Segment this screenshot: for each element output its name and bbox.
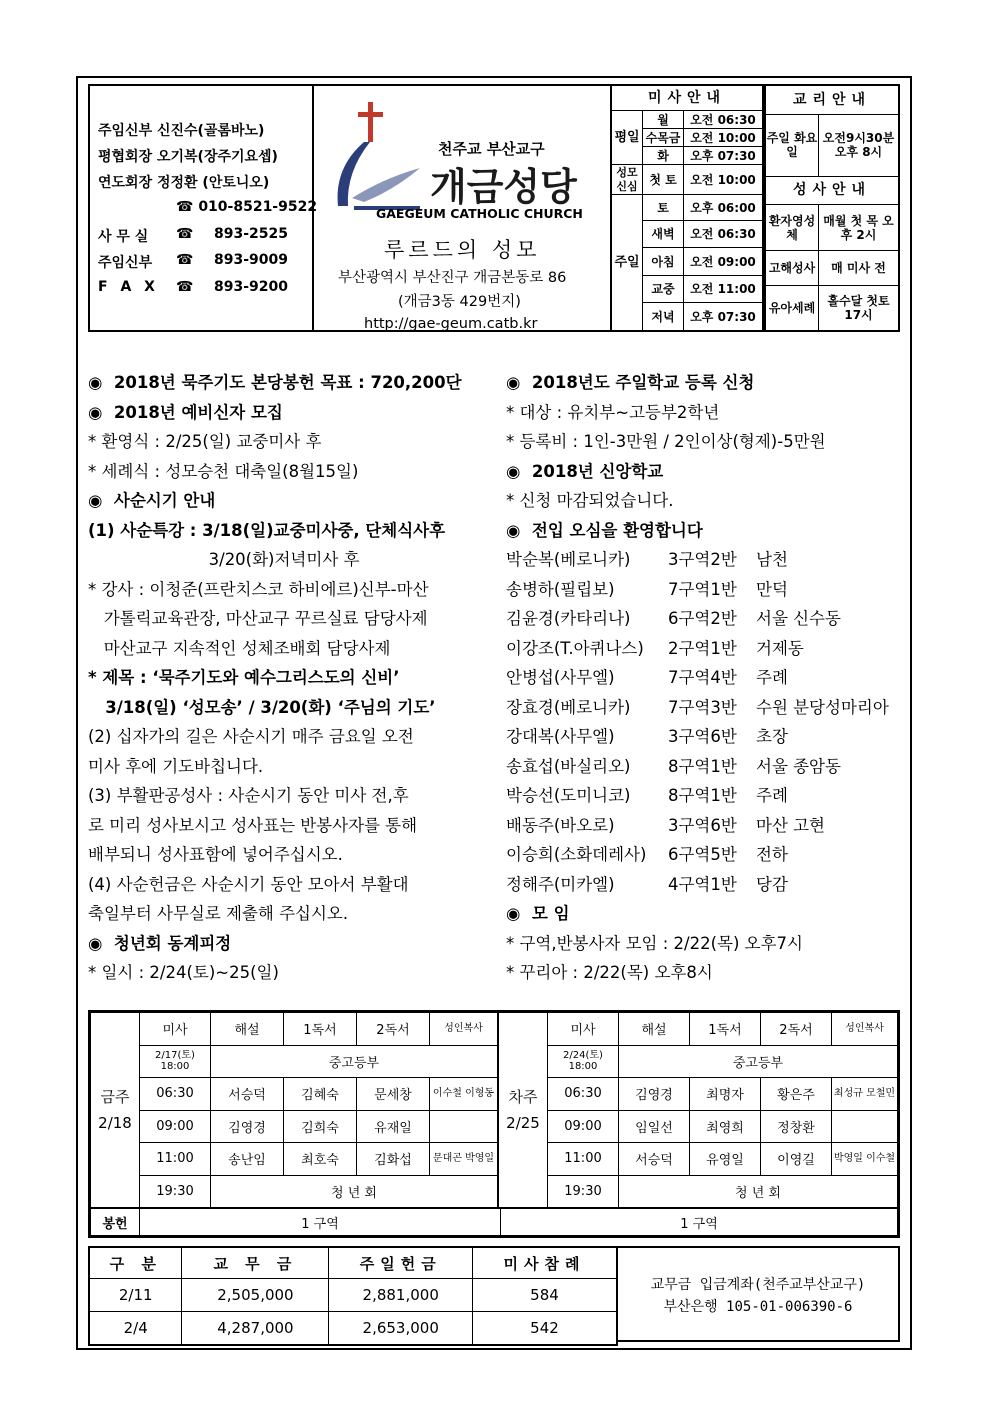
catechism-title: 교리안내 [765,85,899,114]
name-cell: 문대곤 박영일 [430,1143,498,1176]
notice-line: 3/20(화)저녁미사 후 [88,550,360,569]
catechism-day: 주일 화요일 [765,114,819,176]
newcomer-row [506,693,906,723]
time-cell: 11:00 [548,1143,619,1176]
name-cell: 김영경 [211,1110,284,1143]
notice-line: * 제목 : ‘묵주기도와 예수그리스도의 신비’ [88,668,400,687]
name-cell: 김영경 [619,1078,690,1111]
group-cell: 청 년 회 [619,1175,898,1208]
notice-line: ◉ 청년회 동계피정 [88,933,232,953]
time-cell: 06:30 [140,1078,211,1111]
address-line2: (개금3동 429번지) [398,294,521,310]
notice-line: * 대상 : 유치부~고등부2학년 [506,402,720,422]
notice-line: 미사 후에 기도바칩니다. [88,756,264,776]
newcomer-zone: 7구역4반 [668,668,737,687]
name-cell: 이수철 이형동 [430,1078,498,1111]
account-label: 교무금 입금계좌(천주교부산교구) [650,1277,866,1293]
time-cell: 2/17(토) 18:00 [140,1045,211,1078]
catechism-table [764,84,900,332]
newcomer-name: 이강조(T.아퀴나스) [506,638,644,658]
address-line1: 부산광역시 부산진구 개금본동로 86 [338,270,567,286]
liaison-phone: ☎ 010-8521-9522 [176,199,318,215]
newcomer-name: 안병섭(사무엘) [506,668,615,687]
notice-line: ◉ 2018년 예비신자 모집 [88,402,283,422]
patron-title: 루르드의 성모 [384,238,541,262]
notice-line: ◉ 전입 오심을 환영합니다 [506,520,703,540]
sacrament-title: 성사안내 [765,176,899,205]
day-cell: 토 [643,195,684,221]
attendance-cell: 542 [473,1312,618,1346]
newcomer-from: 주례 [756,668,788,687]
notice-line: * 구역,반봉사자 모임 : 2/22(목) 오후7시 [506,933,803,953]
offering-next-week: 1 구역 [501,1209,898,1236]
newcomer-row [506,663,906,693]
contact-box [88,84,318,332]
this-week-label: 금주 2/18 [91,1013,140,1208]
mass-title: 미사안내 [611,85,763,111]
sunday-label: 주일 [611,195,643,332]
time-cell: 오전 10:00 [684,129,764,147]
notice-line: 마산교구 지속적인 성체조배회 담당사제 [88,638,391,658]
newcomer-zone: 3구역6반 [668,815,737,835]
newcomer-name: 정해주(미카엘) [506,874,615,894]
sacrament-label: 환자영성체 [765,205,819,251]
newcomer-row [506,781,906,811]
name-cell: 서승덕 [211,1078,284,1111]
time-cell: 오후 07:30 [684,147,764,165]
group-cell: 중고등부 [211,1045,498,1078]
office-phone: 893-2525 [214,226,288,242]
time-cell: 오전 11:00 [684,275,764,302]
col-header: 미사참례 [473,1247,618,1279]
col-header: 주일헌금 [329,1247,473,1279]
col-header: 구 분 [89,1247,182,1279]
notice-line: ◉ 2018년도 주일학교 등록 신청 [506,373,755,392]
notice-line: (1) 사순특강 : 3/18(일)교중미사중, 단체식사후 [88,520,446,540]
day-cell: 교중 [643,275,684,302]
notice-line: * 꾸리아 : 2/22(목) 오후8시 [506,963,713,982]
day-cell: 수목금 [643,129,684,147]
attendance-cell: 584 [473,1279,618,1312]
col-header: 2독서 [357,1013,430,1046]
time-cell: 오후 06:00 [684,195,764,221]
newcomer-row [506,811,906,841]
date-cell: 2/11 [89,1279,182,1312]
newcomer-name: 배동주(바오로) [506,815,615,835]
time-cell: 오후 07:30 [684,303,764,331]
date-cell: 2/4 [89,1312,182,1346]
account-box [618,1246,900,1342]
newcomer-zone: 2구역1반 [668,638,737,658]
offering-label: 봉헌 [91,1209,140,1236]
newcomer-row [506,604,906,634]
col-header: 교 무 금 [182,1247,329,1279]
sacrament-label: 유아세례 [765,285,819,331]
newcomer-from: 전하 [756,845,788,864]
notice-line: * 세례식 : 성모승천 대축일(8월15일) [88,461,359,481]
dues-cell: 4,287,000 [182,1312,329,1346]
name-cell: 문세창 [357,1078,430,1111]
time-cell: 오전 06:30 [684,111,764,129]
time-cell: 오전 09:00 [684,248,764,275]
phone-icon: ☎ [176,226,194,242]
notice-line: 로 미리 성사보시고 성사표는 반봉사자를 통해 [88,815,418,835]
name-cell [430,1110,498,1143]
sacrament-value: 홀수달 첫토 17시 [819,285,900,331]
newcomer-name: 송효섭(바실리오) [506,756,631,776]
church-logo-icon [324,98,424,218]
next-week-table [498,1012,898,1208]
col-header: 해설 [619,1013,690,1046]
notice-line: ◉ 사순시기 안내 [88,491,216,510]
day-cell: 화 [643,147,684,165]
newcomer-row [506,575,906,605]
newcomer-from: 수원 분당성마리아 [756,697,889,717]
left-notices [88,368,498,988]
newcomer-zone: 6구역5반 [668,845,737,864]
newcomer-zone: 4구역1반 [668,874,737,894]
time-cell: 오전 06:30 [684,221,764,248]
notice-line: ◉ 2018년 신앙학교 [506,461,664,481]
group-cell: 중고등부 [619,1045,898,1078]
weekday-label: 평일 [611,111,643,165]
fax-phone: 893-9200 [214,279,288,295]
notice-line: * 환영식 : 2/25(일) 교중미사 후 [88,432,322,451]
name-cell: 최호숙 [284,1143,357,1176]
newcomer-name: 박승선(도미니코) [506,786,631,805]
notice-line: * 강사 : 이청준(프란치스코 하비에르)신부-마산 [88,579,429,599]
name-cell: 최명자 [690,1078,761,1111]
notice-line: (2) 십자가의 길은 사순시기 매주 금요일 오전 [88,727,414,746]
newcomer-row [506,634,906,664]
notice-line: * 신청 마감되었습니다. [506,491,674,510]
notice-line: (3) 부활판공성사 : 사순시기 동안 미사 전,후 [88,786,409,805]
col-header: 미사 [140,1013,211,1046]
sunday-offering-cell: 2,653,000 [329,1312,473,1346]
sacrament-label: 고해성사 [765,251,819,285]
newcomer-zone: 7구역3반 [668,697,737,717]
newcomer-row [506,870,906,900]
notice-line: * 일시 : 2/24(토)~25(일) [88,963,279,982]
notice-line: ◉ 2018년 묵주기도 본당봉헌 목표 : 720,200단 [88,373,462,392]
newcomer-from: 거제동 [756,638,804,658]
notice-line: 3/18(일) ‘성모송’ / 3/20(화) ‘주님의 기도’ [88,697,436,717]
notice-line: * 등록비 : 1인-3만원 / 2인이상(형제)-5만원 [506,432,826,451]
pastor-phone-label: 주임신부 [98,255,153,271]
newcomer-zone: 6구역2반 [668,609,737,628]
day-cell: 새벽 [643,221,684,248]
name-cell: 박영일 이수철 [832,1143,898,1176]
church-name: 개금성당 [430,165,577,209]
newcomer-zone: 8구역1반 [668,786,737,805]
name-cell: 김희숙 [284,1110,357,1143]
council-line: 평협회장 오기복(장주기요셉) [98,149,278,165]
name-cell [832,1110,898,1143]
col-header: 성인복사 [832,1013,898,1046]
name-cell: 서승덕 [619,1143,690,1176]
website-url[interactable]: http://gae-geum.catb.kr [364,316,538,332]
group-cell: 청 년 회 [211,1175,498,1208]
name-cell: 송난임 [211,1143,284,1176]
sacrament-value: 매 미사 전 [819,251,900,285]
name-cell: 김혜숙 [284,1078,357,1111]
day-cell: 저녁 [643,303,684,331]
col-header: 2독서 [761,1013,832,1046]
fax-label: F A X [98,279,159,295]
newcomer-from: 서울 종암동 [756,756,841,776]
newcomer-name: 김윤경(카타리나) [506,609,631,628]
newcomer-row [506,752,906,782]
newcomer-from: 당감 [756,874,788,894]
name-cell: 최성규 모철민 [832,1078,898,1111]
newcomer-from: 마산 고현 [756,815,826,835]
notice-line: (4) 사순헌금은 사순시기 동안 모아서 부활대 [88,874,409,894]
newcomer-zone: 3구역6반 [668,727,737,746]
time-cell: 19:30 [140,1175,211,1208]
col-header: 성인복사 [430,1013,498,1046]
col-header: 1독서 [690,1013,761,1046]
newcomer-name: 이승희(소화데레사) [506,845,647,864]
notice-line: 축일부터 사무실로 제출해 주십시오. [88,904,349,923]
dues-cell: 2,505,000 [182,1279,329,1312]
day-cell: 아침 [643,248,684,275]
account-number: 부산은행 105-01-006390-6 [663,1299,853,1315]
phone-icon: ☎ [176,252,194,268]
pastor-line: 주임신부 신진수(골롬바노) [98,123,265,139]
finance-table [88,1246,618,1346]
name-cell: 황은주 [761,1078,832,1111]
right-notices [506,368,906,988]
holy-label: 성모신심 [611,165,643,195]
mass-schedule-table [610,84,764,332]
newcomer-name: 송병하(필립보) [506,579,615,599]
name-cell: 김화섭 [357,1143,430,1176]
name-cell: 이영길 [761,1143,832,1176]
newcomer-name: 강대복(사무엘) [506,727,615,746]
name-cell: 유영일 [690,1143,761,1176]
sacrament-value: 매월 첫 목 오후 2시 [819,205,900,251]
offering-this-week: 1 구역 [140,1209,501,1236]
newcomer-from: 남천 [756,550,788,569]
day-cell: 월 [643,111,684,129]
fax-icon: ☎ [176,279,194,295]
name-cell: 유재일 [357,1110,430,1143]
newcomer-from: 초장 [756,727,788,746]
newcomer-name: 장효경(베로니카) [506,697,631,717]
diocese-name: 천주교 부산교구 [438,140,545,158]
newcomer-zone: 8구역1반 [668,756,737,776]
liaison-line: 연도회장 정정환 (안토니오) [98,175,270,191]
church-en-name: GAEGEUM CATHOLIC CHURCH [376,206,583,221]
name-cell: 임일선 [619,1110,690,1143]
time-cell: 09:00 [548,1110,619,1143]
newcomer-zone: 7구역1반 [668,579,737,599]
time-cell: 11:00 [140,1143,211,1176]
newcomer-row [506,722,906,752]
pastor-phone: 893-9009 [214,252,288,268]
church-info [314,84,610,332]
newcomer-row [506,545,906,575]
catechism-time: 오전9시30분 오후 8시 [819,114,900,176]
col-header: 해설 [211,1013,284,1046]
this-week-table [90,1012,498,1208]
weekly-schedule [88,1010,900,1238]
newcomer-row [506,840,906,870]
col-header: 미사 [548,1013,619,1046]
office-label: 사 무 실 [98,229,149,245]
name-cell: 정창환 [761,1110,832,1143]
notice-line: ◉ 모 임 [506,904,570,923]
newcomer-from: 서울 신수동 [756,609,841,628]
name-cell: 최영희 [690,1110,761,1143]
time-cell: 09:00 [140,1110,211,1143]
time-cell: 2/24(토) 18:00 [548,1045,619,1078]
notice-line: 배부되니 성사표함에 넣어주십시오. [88,845,343,864]
sunday-offering-cell: 2,881,000 [329,1279,473,1312]
newcomer-name: 박순복(베로니카) [506,550,631,569]
notice-line: 가톨릭교육관장, 마산교구 꾸르실료 담당사제 [88,609,428,628]
newcomer-from: 주례 [756,786,788,805]
time-cell: 06:30 [548,1078,619,1111]
offering-row [90,1208,898,1236]
time-cell: 오전 10:00 [684,165,764,195]
newcomer-from: 만덕 [756,579,788,599]
newcomer-zone: 3구역2반 [668,550,737,569]
next-week-label: 차주 2/25 [499,1013,548,1208]
col-header: 1독서 [284,1013,357,1046]
day-cell: 첫 토 [643,165,684,195]
time-cell: 19:30 [548,1175,619,1208]
